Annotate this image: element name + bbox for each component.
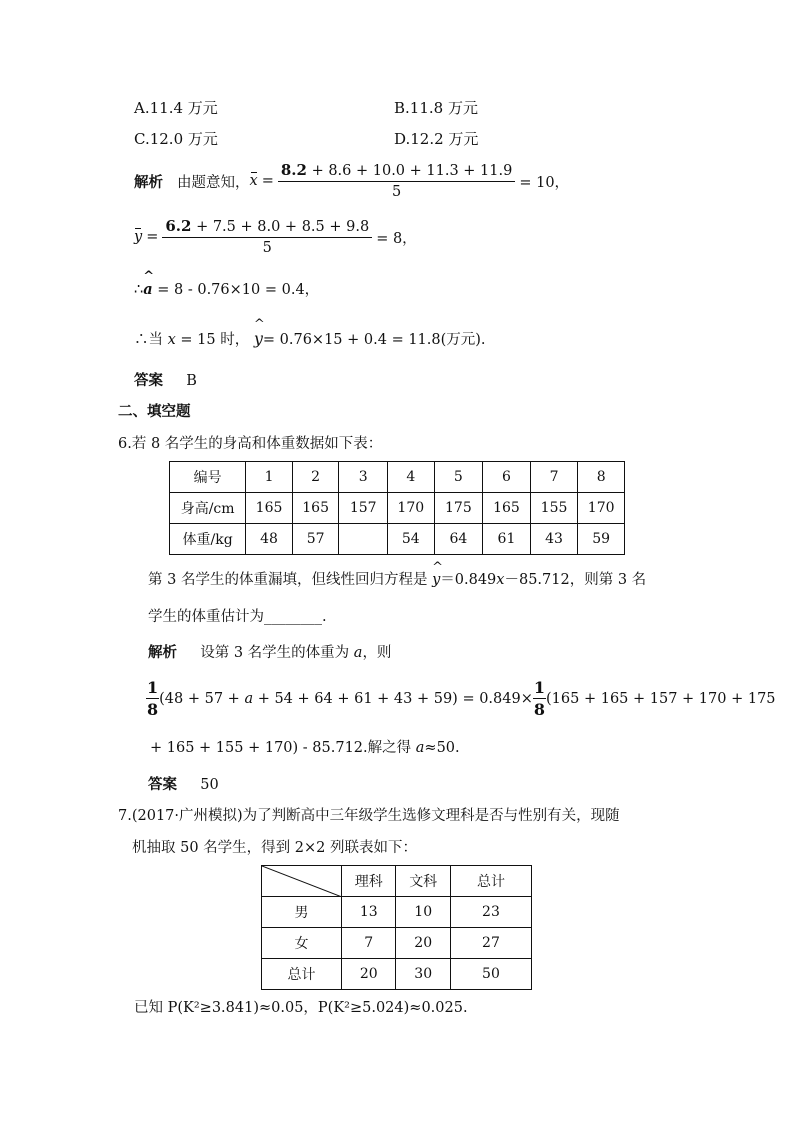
table-cell: 20: [396, 928, 450, 959]
x-bar-symbol: x: [249, 173, 258, 189]
option-b: B.11.8 万元: [394, 99, 478, 117]
table-row: [170, 524, 625, 555]
table-cell: 10: [396, 897, 450, 928]
table-cell: 20: [342, 959, 396, 990]
y-num-first: 6.2: [165, 216, 192, 235]
solution-ahat-line: [134, 269, 320, 299]
table-cell: 157: [339, 493, 388, 524]
y-num-rest: + 7.5 + 8.0 + 8.5 + 9.8: [196, 218, 370, 235]
q6-stem: 6.若 8 名学生的身高和体重数据如下表：: [118, 436, 383, 452]
table-row: [262, 928, 532, 959]
table-cell: 总计: [262, 959, 342, 990]
table-cell: 170: [578, 493, 625, 524]
option-d: D.12.2 万元: [394, 130, 479, 148]
solution-ybar-line: y = $\frac{6.2 + 7.5 + 8.0 + 8.5 + 9.8}{5}$ = 8，: [134, 216, 417, 256]
a-hat-symbol: ^ a: [143, 269, 155, 298]
hat-mark: ^: [143, 269, 155, 284]
table-cell: 6: [483, 462, 531, 493]
table-cell: 54: [388, 524, 435, 555]
table-cell: 57: [292, 524, 339, 555]
table-cell: 48: [246, 524, 293, 555]
one-eighth-fraction: $\frac{1}{8}$: [533, 678, 546, 719]
x-result: = 10，: [519, 174, 570, 191]
section-title: 二、填空题: [118, 404, 191, 420]
solution-intro: 由题意知，: [177, 174, 250, 191]
table-cell: 体重/kg: [170, 524, 246, 555]
q6-answer-line: [148, 773, 219, 794]
contingency-table: [261, 865, 532, 990]
answer-value: B: [186, 373, 197, 389]
table-row: [262, 959, 532, 990]
q6-equation-line1: $\frac{1}{8}$ (48 + 57 + a + 54 + 64 + 61 + 43 + 59) = 0.849× $\frac{1}{8}$ (165 + 165 + 157 + 170 + 175: [147, 678, 776, 719]
solution-label: 解析: [134, 174, 163, 191]
table-cell: 30: [396, 959, 450, 990]
table-cell: 7: [342, 928, 396, 959]
solution-label: 解析: [148, 645, 177, 661]
x-num-rest: + 8.6 + 10.0 + 11.3 + 11.9: [311, 162, 513, 179]
q6-solution-intro: 解析 设第 3 名学生的体重为 a，则: [148, 645, 392, 661]
y-bar-fraction: [162, 217, 372, 257]
table-cell: 59: [578, 524, 625, 555]
table-cell: 编号: [170, 462, 246, 493]
y-den: 5: [262, 240, 272, 256]
q6-statement-line1: 第 3 名学生的体重漏填，但线性回归方程是 ^ y＝0.849x－85.712，则第 3 名: [148, 560, 647, 588]
solution-prediction-line: [134, 317, 486, 349]
diagonal-line: [262, 866, 342, 897]
table-cell: 4: [388, 462, 435, 493]
solution-xbar-line: 解析 由题意知， x = $\frac{8.2 + 8.6 + 10.0 + 11.3 + 11.9}{5}$ = 10，: [134, 160, 570, 200]
q6-statement-line2: 学生的体重估计为________.: [148, 609, 327, 625]
table-cell: 2: [292, 462, 339, 493]
diagonal-header-cell: [262, 866, 342, 897]
answer-label: 答案: [148, 777, 177, 793]
table-cell: 50: [450, 959, 531, 990]
table-cell: 身高/cm: [170, 493, 246, 524]
table-cell: 23: [450, 897, 531, 928]
prediction-equation: = 0.76×15 + 0.4 = 11.8(万元).: [262, 332, 486, 348]
table-row: [262, 897, 532, 928]
answer-label: 答案: [134, 373, 163, 389]
table-cell: 5: [434, 462, 483, 493]
one-eighth-fraction: $\frac{1}{8}$: [147, 678, 159, 719]
table-row: [170, 493, 625, 524]
table-cell: 3: [339, 462, 388, 493]
var-x: x: [167, 332, 176, 348]
table-cell: 女: [262, 928, 342, 959]
when-mid: = 15 时，: [180, 332, 250, 348]
when-prefix: ∴当: [134, 332, 163, 348]
table-cell: [339, 524, 388, 555]
table-cell: 170: [388, 493, 435, 524]
y-result: = 8，: [376, 230, 417, 247]
table-cell: 43: [530, 524, 578, 555]
q6-equation-line2: + 165 + 155 + 170) - 85.712.解之得 a≈50.: [150, 740, 460, 756]
table-cell: 155: [530, 493, 578, 524]
table-cell: 男: [262, 897, 342, 928]
option-c: C.12.0 万元: [134, 130, 218, 148]
table-cell: 7: [530, 462, 578, 493]
table-cell: 165: [483, 493, 531, 524]
x-den: 5: [391, 184, 402, 200]
table-cell: 8: [578, 462, 625, 493]
therefore-symbol: ∴: [134, 282, 144, 298]
x-bar-fraction: [278, 161, 516, 201]
table-cell: 总计: [450, 866, 531, 897]
y-hat-symbol: ^ y: [432, 560, 443, 588]
option-a: A.11.4 万元: [134, 99, 218, 117]
a-hat-equation: = 8 - 0.76×10 = 0.4，: [157, 282, 320, 298]
table-cell: 1: [246, 462, 293, 493]
table-row: [170, 462, 625, 493]
table-cell: 64: [434, 524, 483, 555]
height-weight-table: [169, 461, 625, 555]
table-cell: 文科: [396, 866, 450, 897]
table-cell: 13: [342, 897, 396, 928]
y-hat-symbol: ^ y: [253, 317, 265, 348]
answer-value: 50: [200, 777, 219, 793]
table-cell: 165: [246, 493, 293, 524]
x-num-first: 8.2: [280, 160, 307, 179]
table-cell: 165: [292, 493, 339, 524]
answer-line: [134, 369, 197, 390]
table-cell: 61: [483, 524, 531, 555]
table-row: [262, 866, 532, 897]
table-cell: 27: [450, 928, 531, 959]
q7-known-condition: 已知 P(K²≥3.841)≈0.05，P(K²≥5.024)≈0.025.: [134, 1000, 468, 1016]
q7-stem-line1: 7.(2017·广州模拟)为了判断高中三年级学生选修文理科是否与性别有关，现随: [118, 808, 620, 824]
table-cell: 理科: [342, 866, 396, 897]
q7-stem-line2: 机抽取 50 名学生，得到 2×2 列联表如下：: [132, 840, 417, 856]
table-cell: 175: [434, 493, 483, 524]
y-bar-symbol: y: [134, 229, 143, 245]
